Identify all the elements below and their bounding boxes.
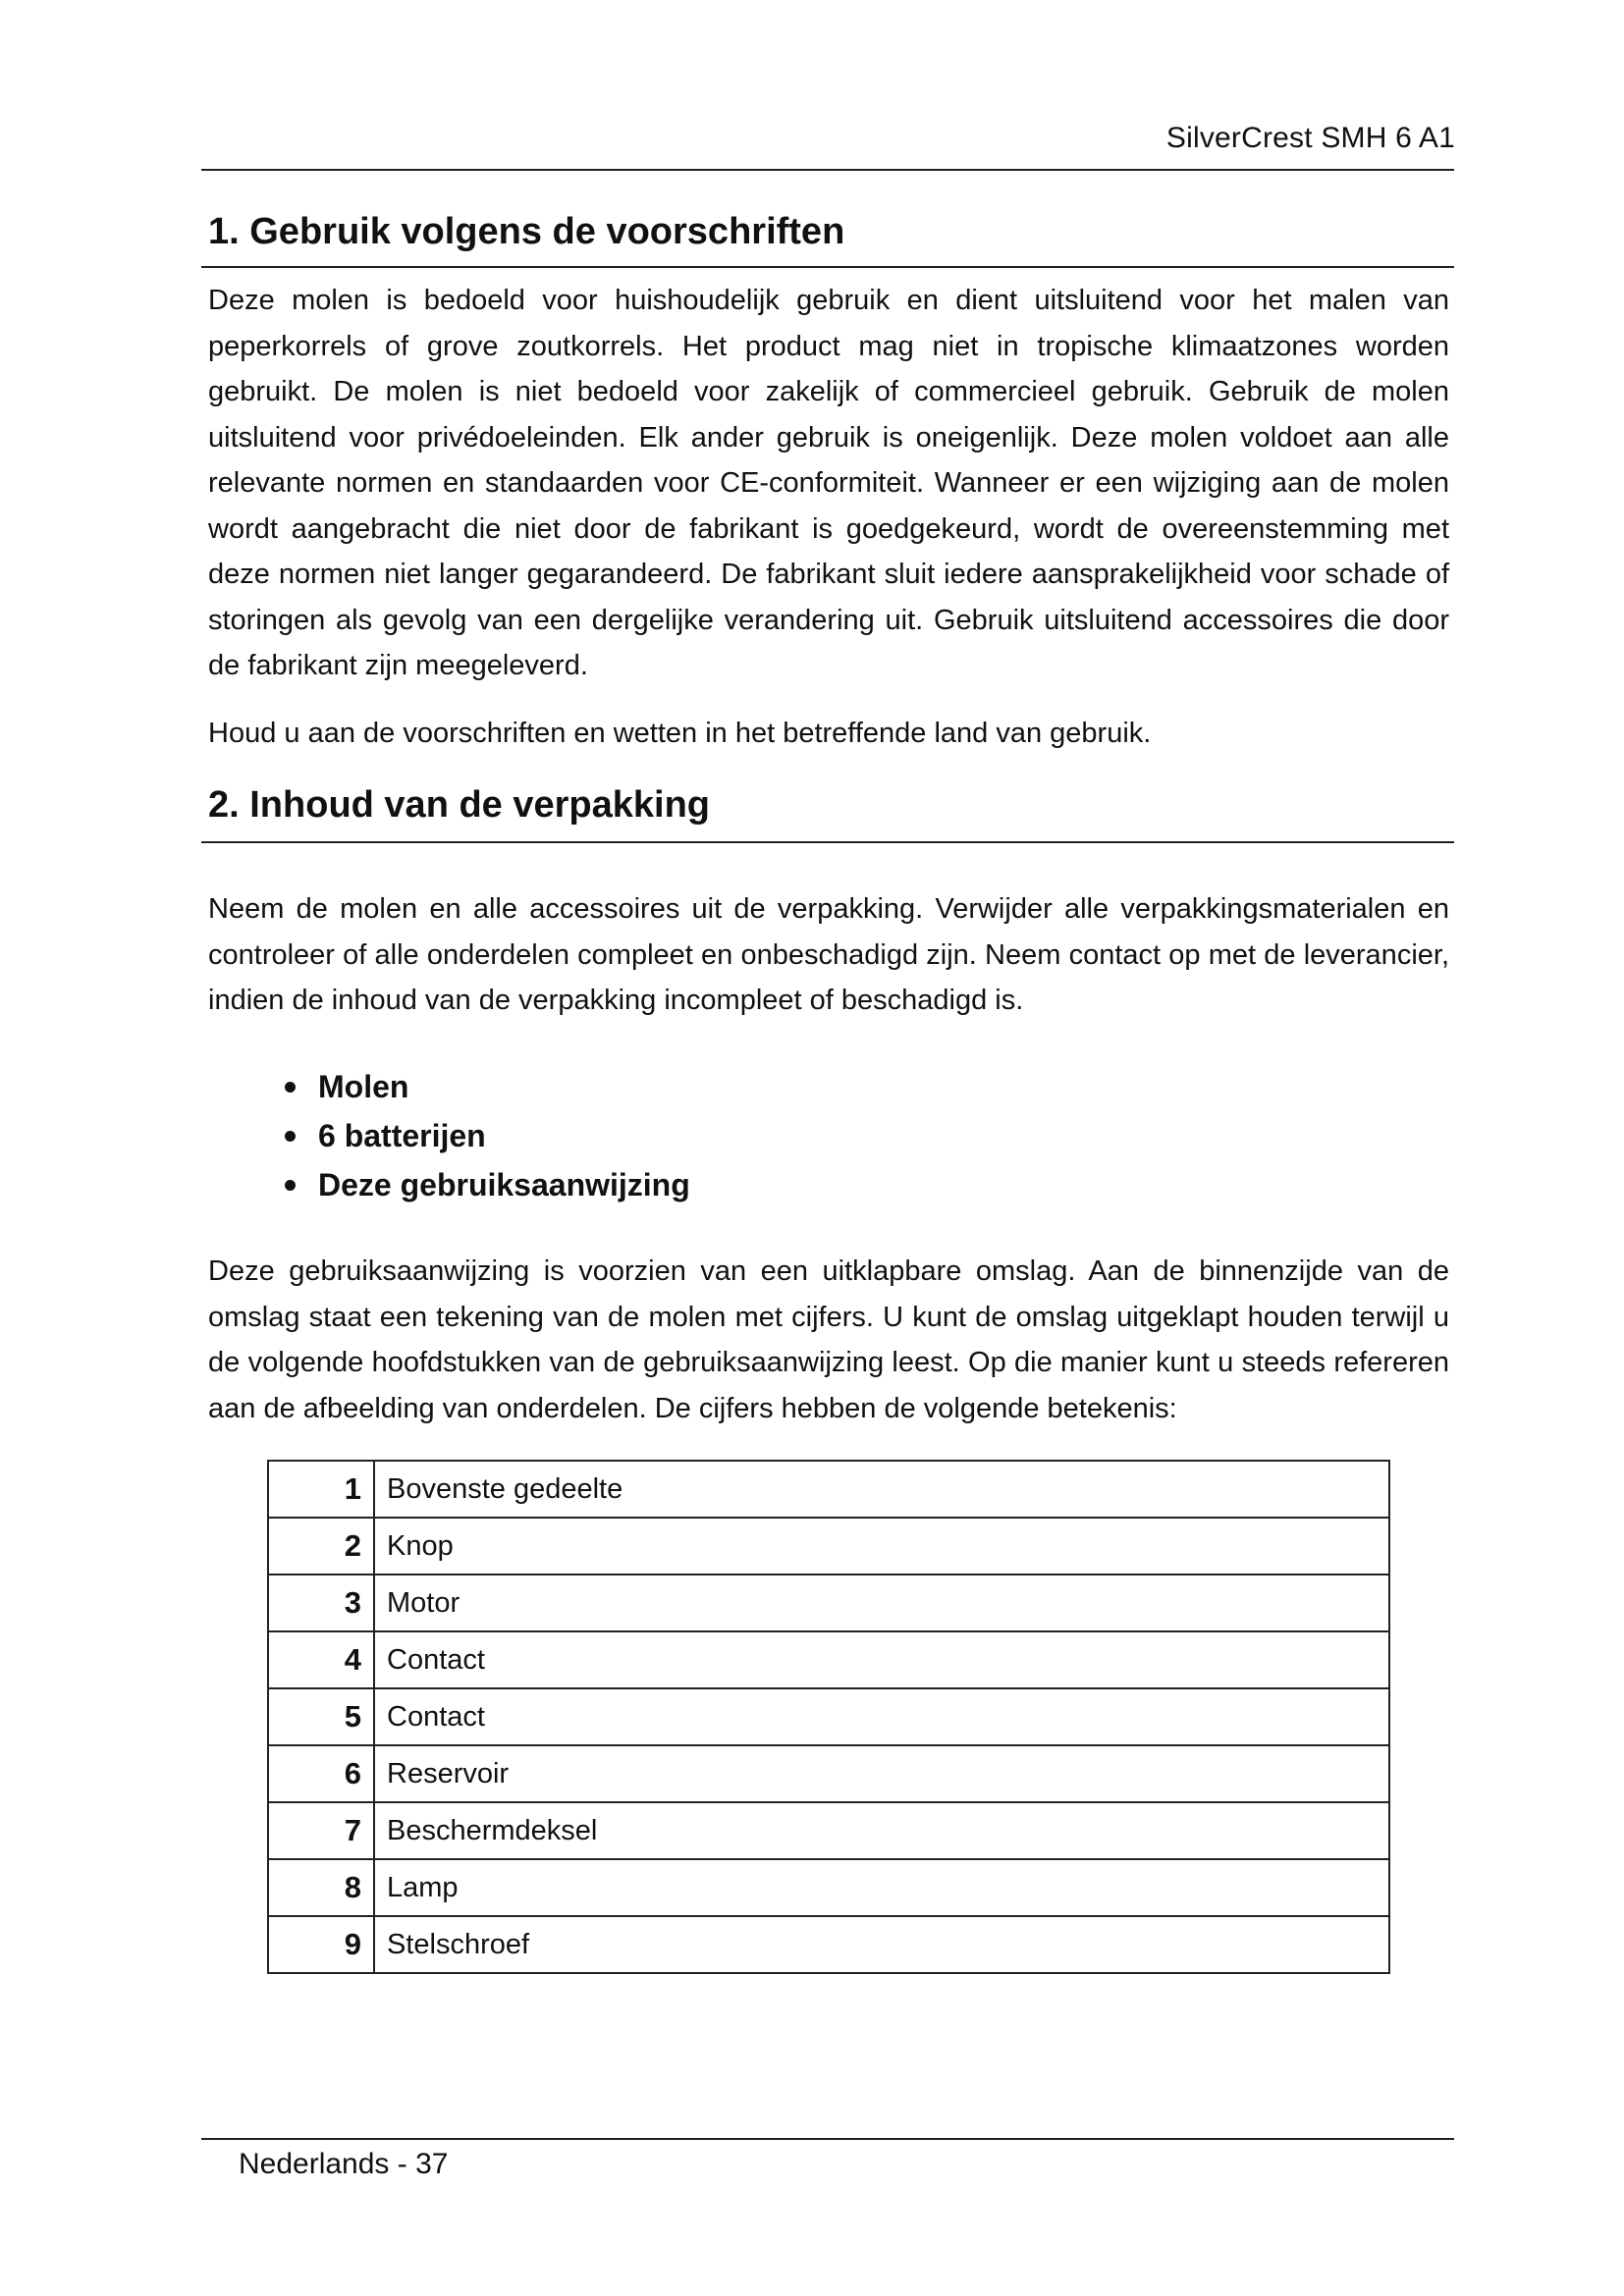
table-row <box>268 1916 1389 1973</box>
part-number: 4 <box>268 1631 374 1688</box>
part-number: 2 <box>268 1518 374 1575</box>
list-item <box>273 1160 690 1209</box>
list-item <box>273 1062 690 1111</box>
package-contents-list <box>273 1062 690 1209</box>
table-row <box>268 1859 1389 1916</box>
list-item-label: Molen <box>318 1069 409 1104</box>
footer-rule <box>201 2138 1454 2140</box>
document-header-title: SilverCrest SMH 6 A1 <box>1165 122 1455 154</box>
bullet-icon <box>285 1180 296 1191</box>
table-row <box>268 1575 1389 1631</box>
section-1-rule <box>201 266 1454 268</box>
table-row <box>268 1461 1389 1518</box>
bullet-icon <box>285 1131 296 1142</box>
part-label: Reservoir <box>374 1745 1389 1802</box>
section-2-heading: 2. Inhoud van de verpakking <box>208 784 711 826</box>
table-row <box>268 1802 1389 1859</box>
table-row <box>268 1688 1389 1745</box>
part-number: 7 <box>268 1802 374 1859</box>
part-number: 6 <box>268 1745 374 1802</box>
part-label: Stelschroef <box>374 1916 1389 1973</box>
section-2-paragraph-2: Deze gebruiksaanwijzing is voorzien van een uitklapbare omslag. Aan de binnenzijde van de omslag staat een tekening van de molen met cijfers. U kunt de omslag uitgeklapt houden terwijl u de volgende hoofdstukken van de gebruiksaanwijzing leest. Op die manier kunt u steeds refereren aan de afbeelding van onderdelen. De cijfers hebben de volgende betekenis: <box>208 1255 1449 1424</box>
list-item-label: Deze gebruiksaanwijzing <box>318 1167 690 1202</box>
section-2-paragraph-1: Neem de molen en alle accessoires uit de verpakking. Verwijder alle verpakkingsmaterialen en controleer of alle onderdelen compleet en onbeschadigd zijn. Neem contact op met de leverancier, indien de inhoud van de verpakking incompleet of beschadigd is. <box>208 893 1449 1016</box>
section-1-paragraph-1: Deze molen is bedoeld voor huishoudelijk gebruik en dient uitsluitend voor het malen van peperkorrels of grove zoutkorrels. Het product mag niet in tropische klimaatzones worden gebruikt. De molen is niet bedoeld voor zakelijk of commercieel gebruik. Gebruik de molen uitsluitend voor privédoeleinden. Elk ander gebruik is oneigenlijk. Deze molen voldoet aan alle relevante normen en standaarden voor CE-conformiteit. Wanneer er een wijziging aan de molen wordt aangebracht die niet door de fabrikant is goedgekeurd, wordt de overeenstemming met deze normen niet langer gegarandeerd. De fabrikant sluit iedere aansprakelijkheid voor schade of storingen als gevolg van een dergelijke verandering uit. Gebruik uitsluitend accessoires die door de fabrikant zijn meegeleverd. <box>208 285 1449 681</box>
header-rule <box>201 169 1454 171</box>
parts-table <box>267 1460 1390 1974</box>
table-row <box>268 1518 1389 1575</box>
part-label: Contact <box>374 1631 1389 1688</box>
part-number: 5 <box>268 1688 374 1745</box>
part-label: Beschermdeksel <box>374 1802 1389 1859</box>
part-number: 3 <box>268 1575 374 1631</box>
part-label: Motor <box>374 1575 1389 1631</box>
part-number: 9 <box>268 1916 374 1973</box>
part-label: Knop <box>374 1518 1389 1575</box>
list-item-label: 6 batterijen <box>318 1118 486 1153</box>
part-label: Contact <box>374 1688 1389 1745</box>
part-label: Lamp <box>374 1859 1389 1916</box>
list-item <box>273 1111 690 1160</box>
bullet-icon <box>285 1082 296 1093</box>
section-1-paragraph-2: Houd u aan de voorschriften en wetten in het betreffende land van gebruik. <box>208 718 1152 749</box>
section-2-rule <box>201 841 1454 843</box>
part-number: 8 <box>268 1859 374 1916</box>
page-footer: Nederlands - 37 <box>239 2148 449 2180</box>
part-label: Bovenste gedeelte <box>374 1461 1389 1518</box>
part-number: 1 <box>268 1461 374 1518</box>
section-1-heading: 1. Gebruik volgens de voorschriften <box>208 211 845 252</box>
table-row <box>268 1745 1389 1802</box>
table-row <box>268 1631 1389 1688</box>
